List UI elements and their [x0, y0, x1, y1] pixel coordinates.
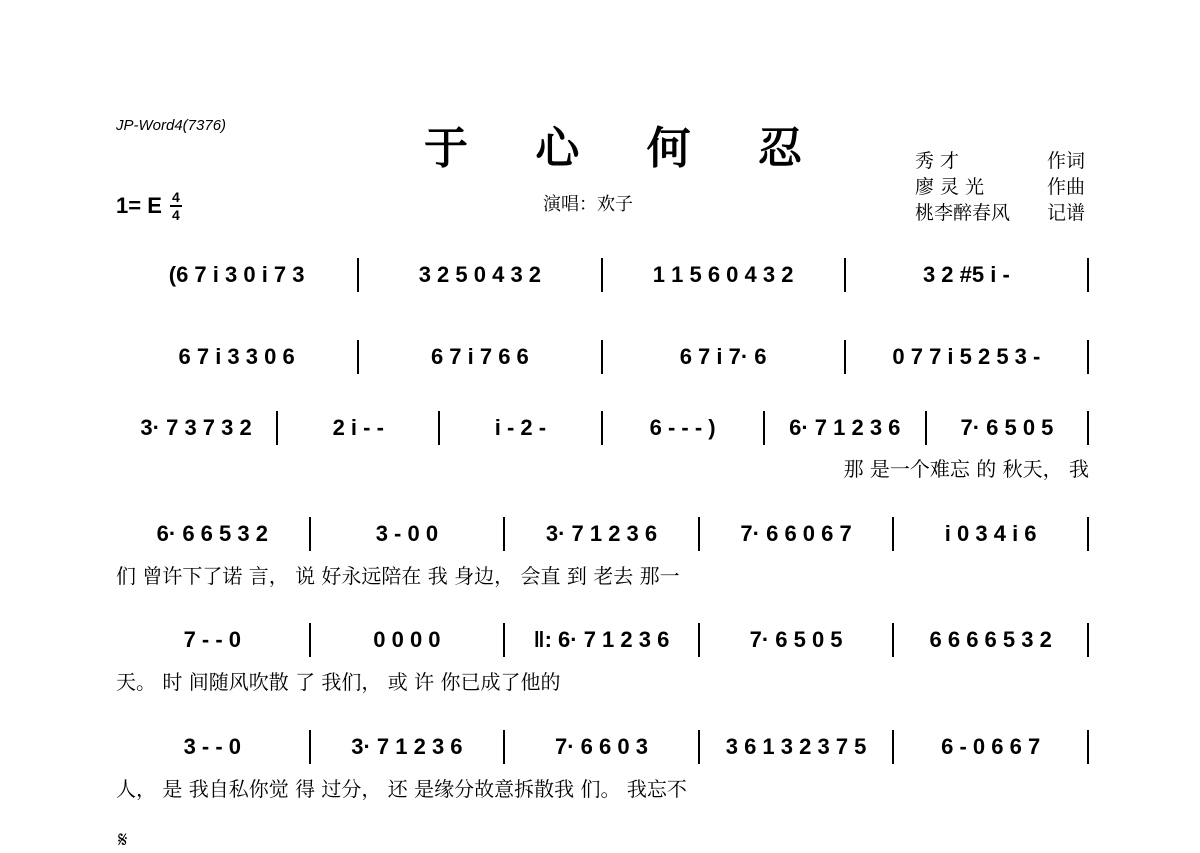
measure: 7 - - 0: [183, 627, 242, 652]
staff-row-3: [116, 408, 1089, 448]
measure: 6· 7 1 2 3 6: [789, 415, 901, 440]
measure: 6 6 6 6 5 3 2: [929, 627, 1052, 652]
measure: 0 7 7 i 5 2 5 3 -: [892, 344, 1041, 369]
measure: 6 - - - ): [649, 415, 716, 440]
measure: i - 2 -: [494, 415, 547, 440]
credit-name: 廖 灵 光: [915, 176, 985, 198]
notes-row-4: [116, 514, 1089, 554]
notes-row-2: [116, 337, 1089, 377]
measure: 3· 7 1 2 3 6: [545, 521, 658, 546]
time-bottom: 4: [171, 207, 180, 223]
notes-row-3: [116, 408, 1089, 448]
barline: [1087, 623, 1089, 657]
staff-row-5: [116, 620, 1089, 660]
software-version: JP-Word4(7376): [116, 117, 227, 134]
measure: 7· 6 6 0 3: [555, 734, 648, 759]
measure: 3 2 5 0 4 3 2: [418, 262, 542, 287]
barline: [1087, 411, 1089, 445]
barline: [1087, 258, 1089, 292]
credit-lyricist: [915, 148, 1085, 174]
measure: i 0 3 4 i 6: [944, 521, 1037, 546]
measure: 3 - 0 0: [375, 521, 439, 546]
measure: 6 7 i 3 3 0 6: [178, 344, 295, 369]
notes-row-6: [116, 727, 1089, 767]
credit-composer: [915, 174, 1085, 200]
measure: 3· 7 1 2 3 6: [351, 734, 463, 759]
time-top: 4: [171, 189, 180, 205]
barline: [1087, 340, 1089, 374]
song-title: 于 心 何 忍: [424, 123, 828, 174]
measure: 3 2 #5 i -: [922, 262, 1010, 287]
credit-role: 作曲: [1046, 176, 1085, 198]
segno-sign: 𝄋: [118, 828, 128, 853]
notes-row-5: [116, 620, 1089, 660]
measure: 3 6 1 3 2 3 7 5: [725, 734, 867, 759]
staff-row-6: [116, 727, 1089, 767]
measure: 7· 6 5 0 5: [960, 415, 1054, 440]
credit-transcriber: [915, 200, 1085, 226]
barline: [1087, 517, 1089, 551]
measure: 3· 7 3 7 3 2: [140, 415, 252, 440]
lyrics-row-5: 天。 时 间随风吹散 了 我们， 或 许 你已成了他的: [116, 670, 561, 694]
measure: 6 - 0 6 6 7: [941, 734, 1041, 759]
measure: 7· 6 6 0 6 7: [740, 521, 852, 546]
measure: 7· 6 5 0 5: [749, 627, 843, 652]
key-label: 1= E: [116, 193, 162, 218]
lyrics-row-3: 那 是一个难忘 的 秋天， 我: [843, 457, 1089, 481]
measure: 2 i - -: [332, 415, 384, 440]
key-signature: [116, 190, 182, 222]
staff-row-4: [116, 514, 1089, 554]
staff-row-1: [116, 255, 1089, 295]
measure: ‖: 6· 7 1 2 3 6: [533, 627, 670, 652]
measure: 3 - - 0: [183, 734, 242, 759]
lyrics-row-4: 们 曾许下了诺 言， 说 好永远陪在 我 身边， 会直 到 老去 那一: [116, 564, 680, 588]
measure: (6 7 i 3 0 i 7 3: [168, 262, 305, 287]
lyrics-row-6: 人， 是 我自私你觉 得 过分， 还 是缘分故意拆散我 们。 我忘不: [116, 777, 687, 801]
credit-name: 秀 才: [915, 150, 960, 172]
barline: [1087, 730, 1089, 764]
credit-role: 作词: [1046, 150, 1085, 172]
measure: 6· 6 6 5 3 2: [156, 521, 268, 546]
credit-role: 记谱: [1046, 202, 1085, 224]
singer-credit: 演唱：欢子: [543, 194, 633, 215]
measure: 6 7 i 7· 6: [679, 344, 767, 369]
measure: 6 7 i 7 6 6: [430, 344, 529, 369]
staff-row-2: [116, 337, 1089, 377]
notes-row-1: [116, 255, 1089, 295]
time-signature: [170, 190, 182, 222]
credit-name: 桃李醉春风: [915, 202, 1011, 224]
measure: 0 0 0 0: [373, 627, 441, 652]
measure: 1 1 5 6 0 4 3 2: [652, 262, 794, 287]
credits-block: [915, 148, 1085, 226]
